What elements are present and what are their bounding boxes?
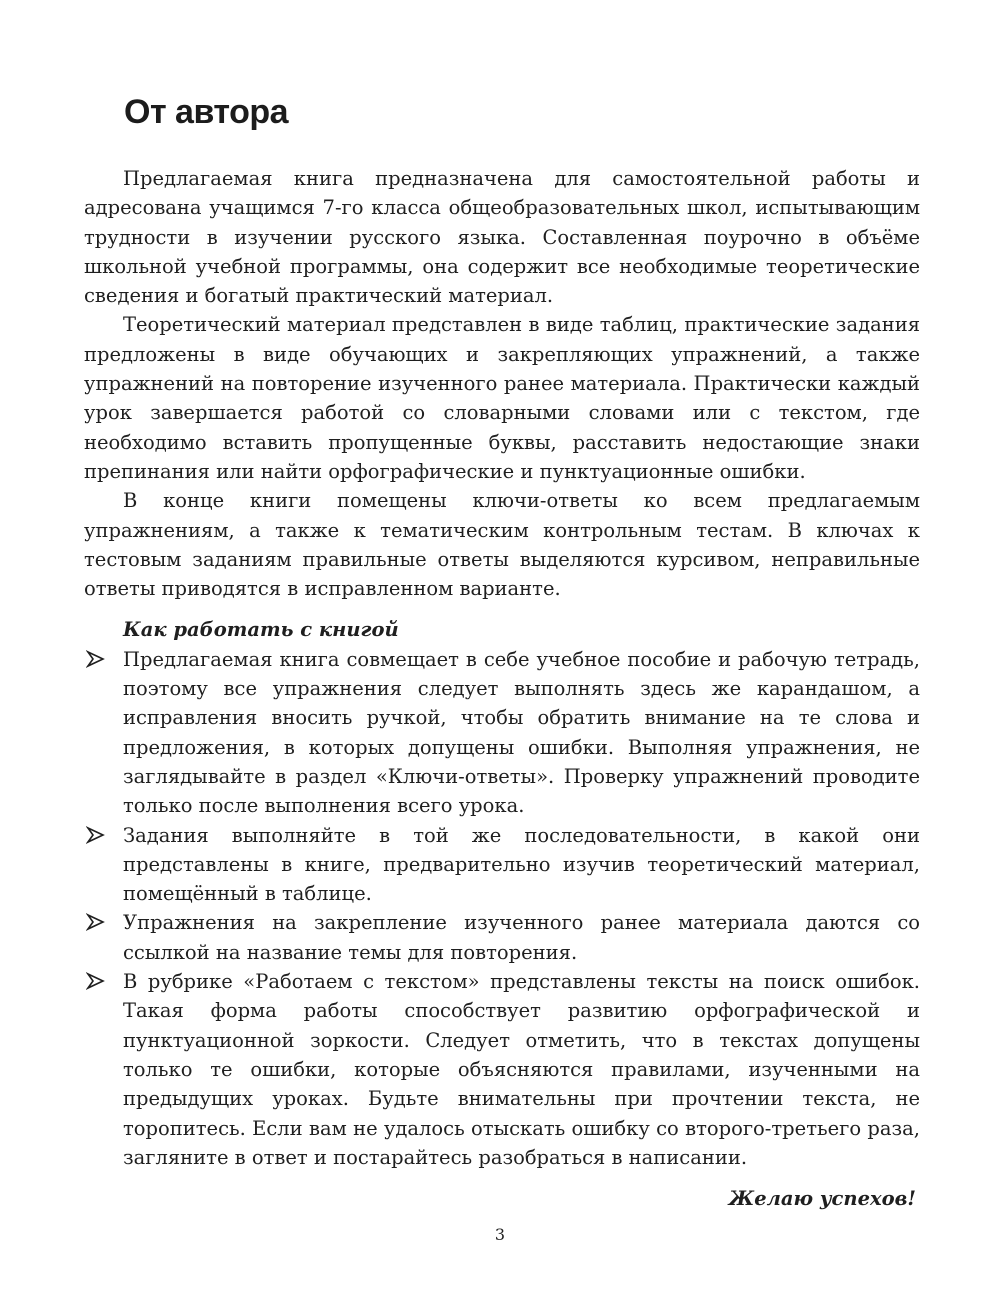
intro-paragraph-1: Предлагаемая книга предназначена для самостоятельной работы и адресована учащимся 7-го класса общеобразовательных школ, испытывающим трудности в изучении русского языка. Составленная поурочно в объёме школьной учебной программы, она содержит все необходимые теоретические сведения и богатый практический материал. [84, 167, 920, 308]
instructions-list [84, 645, 920, 1172]
list-item-text: Предлагаемая книга совмещает в себе учебное пособие и рабочую тетрадь, поэтому все упражнения следует выполнять здесь же карандашом, а исправления вносить ручкой, чтобы обратить внимание на те слова и предложения, в которых допущены ошибки. Выполняя упражнения, не заглядывайте в раздел «Ключи-ответы». Проверку упражнений проводите только после выполнения всего урока. [123, 647, 920, 818]
arrowhead-bullet-icon [86, 912, 106, 932]
list-item [84, 967, 920, 1172]
section-subheading: Как работать с книгой [123, 618, 399, 642]
list-item [84, 821, 920, 909]
list-item [84, 908, 920, 967]
intro-paragraph-2: Теоретический материал представлен в виде таблиц, практические задания предложены в виде обучающих и закрепляющих упражнений, а также упражнений на повторение изученного ранее материала. Практически каждый урок завершается работой со словарными словами или с текстом, где необходимо вставить пропущенные буквы, расставить недостающие знаки препинания или найти орфографические и пунктуационные ошибки. [84, 313, 920, 483]
list-item-text: Упражнения на закрепление изученного ранее материала даются со ссылкой на название темы для повторения. [123, 911, 920, 964]
list-item-text: Задания выполняйте в той же последовательности, в какой они представлены в книге, предварительно изучив теоретический материал, помещённый в таблице. [123, 823, 920, 906]
intro-paragraph-3: В конце книги помещены ключи-ответы ко всем предлагаемым упражнениям, а также к тематическим контрольным тестам. В ключах к тестовым заданиям правильные ответы выделяются курсивом, неправильные ответы приводятся в исправленном варианте. [84, 489, 920, 601]
list-item [84, 645, 920, 821]
body-text [84, 164, 920, 1172]
arrowhead-bullet-icon [86, 825, 106, 845]
page-title: От автора [124, 93, 289, 131]
list-item-text: В рубрике «Работаем с текстом» представлены тексты на поиск ошибок. Такая форма работы способствует развитию орфографической и пунктуационной зоркости. Следует отметить, что в текстах допущены только те ошибки, которые объясняются правилами, изученными на предыдущих уроках. Будьте внимательны при прочтении текста, не торопитесь. Если вам не удалось отыскать ошибку со второго-третьего раза, загляните в ответ и постарайтесь разобраться в написании. [123, 970, 920, 1169]
closing-wish: Желаю успехов! [728, 1187, 916, 1210]
page-number: 3 [494, 1225, 506, 1244]
arrowhead-bullet-icon [86, 971, 106, 991]
arrowhead-bullet-icon [86, 649, 106, 669]
